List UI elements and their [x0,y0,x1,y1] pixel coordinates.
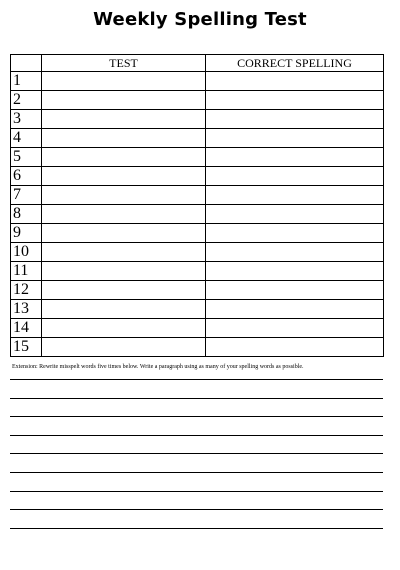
writing-line[interactable] [10,416,383,417]
table-row [11,167,384,186]
test-answer-cell[interactable] [42,72,206,91]
table-row [11,338,384,357]
table-row [11,186,384,205]
table-row [11,281,384,300]
correct-spelling-cell[interactable] [206,262,384,281]
correct-spelling-cell[interactable] [206,91,384,110]
test-answer-cell[interactable] [42,205,206,224]
row-number: 7 [11,186,42,205]
row-number: 1 [11,72,42,91]
row-number: 15 [11,338,42,357]
table-row [11,72,384,91]
writing-line[interactable] [10,509,383,510]
row-number: 3 [11,110,42,129]
row-number: 10 [11,243,42,262]
correct-spelling-cell[interactable] [206,148,384,167]
test-answer-cell[interactable] [42,300,206,319]
writing-line[interactable] [10,472,383,473]
table-row [11,148,384,167]
page-title: Weekly Spelling Test [93,9,307,30]
test-answer-cell[interactable] [42,110,206,129]
extension-instructions: Extension: Rewrite misspelt words five times below. Write a paragraph using as many of your spelling words as possible. [12,364,304,370]
correct-spelling-cell[interactable] [206,338,384,357]
test-answer-cell[interactable] [42,319,206,338]
table-row [11,243,384,262]
test-answer-cell[interactable] [42,91,206,110]
table-row [11,319,384,338]
correct-spelling-cell[interactable] [206,167,384,186]
row-number: 12 [11,281,42,300]
test-answer-cell[interactable] [42,129,206,148]
test-answer-cell[interactable] [42,338,206,357]
row-number: 8 [11,205,42,224]
test-answer-cell[interactable] [42,262,206,281]
table-row [11,300,384,319]
header-number [11,55,42,72]
header-test: TEST [42,55,206,72]
table-row [11,91,384,110]
row-number: 4 [11,129,42,148]
correct-spelling-cell[interactable] [206,281,384,300]
writing-line[interactable] [10,379,383,380]
writing-line[interactable] [10,491,383,492]
spelling-table [10,54,384,357]
table-row [11,129,384,148]
correct-spelling-cell[interactable] [206,224,384,243]
row-number: 14 [11,319,42,338]
writing-line[interactable] [10,453,383,454]
writing-line[interactable] [10,528,383,529]
correct-spelling-cell[interactable] [206,319,384,338]
correct-spelling-cell[interactable] [206,72,384,91]
test-answer-cell[interactable] [42,186,206,205]
row-number: 5 [11,148,42,167]
test-answer-cell[interactable] [42,167,206,186]
row-number: 13 [11,300,42,319]
table-row [11,110,384,129]
correct-spelling-cell[interactable] [206,300,384,319]
table-row [11,224,384,243]
correct-spelling-cell[interactable] [206,186,384,205]
table-row [11,262,384,281]
row-number: 2 [11,91,42,110]
header-correct-spelling: CORRECT SPELLING [206,55,384,72]
test-answer-cell[interactable] [42,224,206,243]
table-row [11,205,384,224]
correct-spelling-cell[interactable] [206,205,384,224]
test-answer-cell[interactable] [42,148,206,167]
correct-spelling-cell[interactable] [206,110,384,129]
writing-line[interactable] [10,435,383,436]
table-header-row [11,55,384,72]
correct-spelling-cell[interactable] [206,129,384,148]
test-answer-cell[interactable] [42,281,206,300]
test-answer-cell[interactable] [42,243,206,262]
correct-spelling-cell[interactable] [206,243,384,262]
writing-line[interactable] [10,398,383,399]
row-number: 9 [11,224,42,243]
row-number: 11 [11,262,42,281]
row-number: 6 [11,167,42,186]
